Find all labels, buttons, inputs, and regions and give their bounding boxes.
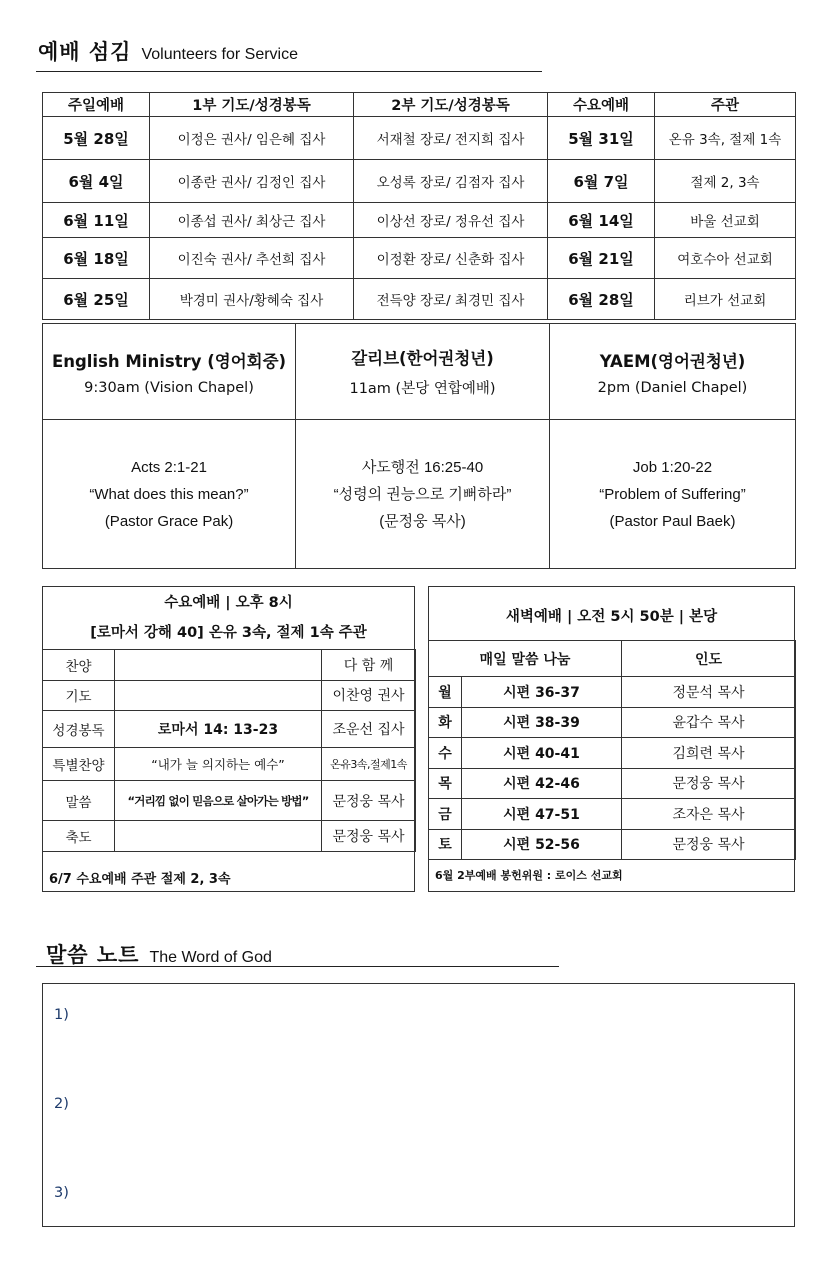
order-label: 찬양 xyxy=(43,650,115,681)
sermon-galileb xyxy=(296,420,550,569)
host-group: 바울 선교회 xyxy=(655,203,796,238)
ministry-yaem xyxy=(550,324,796,420)
dawn-schedule-table xyxy=(428,640,796,860)
volunteers-title-ko: 예배 섬김 xyxy=(38,40,132,64)
first-service-volunteers: 이정은 권사/ 임은혜 집사 xyxy=(150,117,354,160)
sermon-scripture: 사도행전 16:25-40 xyxy=(361,458,484,476)
passage: 시편 38-39 xyxy=(462,707,622,738)
wednesday-order-table xyxy=(42,649,416,852)
ministries-table xyxy=(42,323,796,569)
table-row xyxy=(43,821,416,852)
table-row xyxy=(43,711,416,748)
passage: 시편 36-37 xyxy=(462,677,622,708)
note-item-3: 3) xyxy=(54,1185,69,1201)
host-group: 여호수아 선교회 xyxy=(655,238,796,279)
day-label: 월 xyxy=(429,677,462,708)
order-content xyxy=(115,821,322,852)
ministries-sermon-row xyxy=(43,420,796,569)
sermon-yaem xyxy=(550,420,796,569)
day-label: 토 xyxy=(429,829,462,860)
passage: 시편 52-56 xyxy=(462,829,622,860)
dawn-footer: 6월 2부예배 봉헌위원 : 로이스 선교회 xyxy=(435,869,623,882)
order-label: 특별찬양 xyxy=(43,748,115,781)
notes-heading xyxy=(46,939,272,969)
table-row xyxy=(43,238,796,279)
table-row xyxy=(43,160,796,203)
notes-title-ko: 말씀 노트 xyxy=(46,943,140,967)
ministry-name: YAEM(영어권청년) xyxy=(599,351,746,371)
ministry-english xyxy=(43,324,296,420)
order-leader: 이찬영 권사 xyxy=(322,680,416,711)
host-group: 절제 2, 3속 xyxy=(655,160,796,203)
second-service-volunteers: 이정환 장로/ 신춘화 집사 xyxy=(354,238,548,279)
ministry-name: English Ministry (영어회중) xyxy=(51,351,287,371)
header-wednesday: 수요예배 xyxy=(548,93,655,117)
table-row xyxy=(43,680,416,711)
ministry-galileb xyxy=(296,324,550,420)
sermon-scripture: Job 1:20-22 xyxy=(632,458,713,476)
order-label: 축도 xyxy=(43,821,115,852)
order-label: 말씀 xyxy=(43,781,115,821)
order-leader: 온유3속,절제1속 xyxy=(322,748,416,781)
passage: 시편 42-46 xyxy=(462,768,622,799)
header-leader: 인도 xyxy=(622,641,796,677)
header-sunday: 주일예배 xyxy=(43,93,150,117)
volunteers-header-row xyxy=(43,93,796,117)
wednesday-heading: 수요예배 | 오후 8시 xyxy=(164,595,293,611)
second-service-volunteers: 오성록 장로/ 김점자 집사 xyxy=(354,160,548,203)
wednesday-date: 6월 14일 xyxy=(548,203,655,238)
leader: 김희련 목사 xyxy=(622,738,796,769)
notes-title-en: The Word of God xyxy=(149,949,272,966)
second-service-volunteers: 이상선 장로/ 정유선 집사 xyxy=(354,203,548,238)
table-row xyxy=(43,203,796,238)
sermon-preacher: (Pastor Grace Pak) xyxy=(104,512,234,530)
table-row xyxy=(43,279,796,320)
dawn-header-row xyxy=(429,641,796,677)
volunteers-heading-underline xyxy=(36,71,542,72)
sermon-notes-box[interactable] xyxy=(42,983,795,1227)
note-item-1: 1) xyxy=(54,1007,69,1023)
ministry-time: 9:30am (Vision Chapel) xyxy=(84,379,254,396)
table-row xyxy=(429,799,796,830)
table-row xyxy=(43,781,416,821)
sermon-title: “What does this mean?” xyxy=(89,485,249,503)
volunteers-heading xyxy=(38,36,298,66)
order-content xyxy=(115,680,322,711)
sermon-english xyxy=(43,420,296,569)
order-content: “거리낌 없이 믿음으로 살아가는 방법” xyxy=(115,781,322,821)
sermon-preacher: (문정웅 목사) xyxy=(379,512,466,530)
second-service-volunteers: 서재철 장로/ 전지희 집사 xyxy=(354,117,548,160)
table-row xyxy=(43,748,416,781)
table-row xyxy=(429,707,796,738)
day-label: 목 xyxy=(429,768,462,799)
volunteers-title-en: Volunteers for Service xyxy=(141,46,298,63)
first-service-volunteers: 이종란 권사/ 김정인 집사 xyxy=(150,160,354,203)
wednesday-subheading: [로마서 강해 40] 온유 3속, 절제 1속 주관 xyxy=(90,625,367,641)
passage: 시편 40-41 xyxy=(462,738,622,769)
leader: 조자은 목사 xyxy=(622,799,796,830)
wednesday-footer: 6/7 수요예배 주관 절제 2, 3속 xyxy=(49,872,231,887)
order-label: 기도 xyxy=(43,680,115,711)
sunday-date: 5월 28일 xyxy=(43,117,150,160)
passage: 시편 47-51 xyxy=(462,799,622,830)
wednesday-service-box xyxy=(42,586,415,892)
header-daily-word: 매일 말씀 나눔 xyxy=(429,641,622,677)
table-row xyxy=(429,768,796,799)
sunday-date: 6월 11일 xyxy=(43,203,150,238)
table-row xyxy=(429,829,796,860)
wednesday-date: 6월 7일 xyxy=(548,160,655,203)
leader: 문정웅 목사 xyxy=(622,768,796,799)
ministries-header-row xyxy=(43,324,796,420)
order-content xyxy=(115,650,322,681)
host-group: 온유 3속, 절제 1속 xyxy=(655,117,796,160)
header-first-service: 1부 기도/성경봉독 xyxy=(150,93,354,117)
sunday-date: 6월 25일 xyxy=(43,279,150,320)
order-content: “내가 늘 의지하는 예수” xyxy=(115,748,322,781)
order-label: 성경봉독 xyxy=(43,711,115,748)
day-label: 금 xyxy=(429,799,462,830)
order-leader: 조운선 집사 xyxy=(322,711,416,748)
header-host: 주관 xyxy=(655,93,796,117)
ministry-time: 11am (본당 연합예배) xyxy=(349,381,496,397)
dawn-service-box xyxy=(428,586,795,892)
note-item-2: 2) xyxy=(54,1096,69,1112)
wednesday-date: 6월 21일 xyxy=(548,238,655,279)
volunteers-table xyxy=(42,92,796,320)
header-second-service: 2부 기도/성경봉독 xyxy=(354,93,548,117)
leader: 문정웅 목사 xyxy=(622,829,796,860)
dawn-heading: 새벽예배 | 오전 5시 50분 | 본당 xyxy=(505,609,718,625)
first-service-volunteers: 이종섭 권사/ 최상근 집사 xyxy=(150,203,354,238)
ministry-name: 갈리브(한어권청년) xyxy=(351,349,494,368)
order-leader: 문정웅 목사 xyxy=(322,781,416,821)
leader: 윤갑수 목사 xyxy=(622,707,796,738)
host-group: 리브가 선교회 xyxy=(655,279,796,320)
wednesday-date: 5월 31일 xyxy=(548,117,655,160)
first-service-volunteers: 박경미 권사/황혜숙 집사 xyxy=(150,279,354,320)
sermon-scripture: Acts 2:1-21 xyxy=(131,458,207,476)
sunday-date: 6월 18일 xyxy=(43,238,150,279)
order-leader: 문정웅 목사 xyxy=(322,821,416,852)
sermon-title: “Problem of Suffering” xyxy=(599,485,746,503)
day-label: 수 xyxy=(429,738,462,769)
table-row xyxy=(43,650,416,681)
ministry-time: 2pm (Daniel Chapel) xyxy=(597,379,748,396)
table-row xyxy=(429,738,796,769)
table-row xyxy=(429,677,796,708)
table-row xyxy=(43,117,796,160)
sunday-date: 6월 4일 xyxy=(43,160,150,203)
order-content: 로마서 14: 13-23 xyxy=(115,711,322,748)
order-leader: 다 함 께 xyxy=(322,650,416,681)
day-label: 화 xyxy=(429,707,462,738)
notes-heading-underline xyxy=(36,966,559,967)
sermon-preacher: (Pastor Paul Baek) xyxy=(609,512,736,530)
leader: 정문석 목사 xyxy=(622,677,796,708)
first-service-volunteers: 이진숙 권사/ 추선희 집사 xyxy=(150,238,354,279)
sermon-title: “성령의 권능으로 기뻐하라” xyxy=(333,485,512,503)
wednesday-date: 6월 28일 xyxy=(548,279,655,320)
second-service-volunteers: 전득양 장로/ 최경민 집사 xyxy=(354,279,548,320)
